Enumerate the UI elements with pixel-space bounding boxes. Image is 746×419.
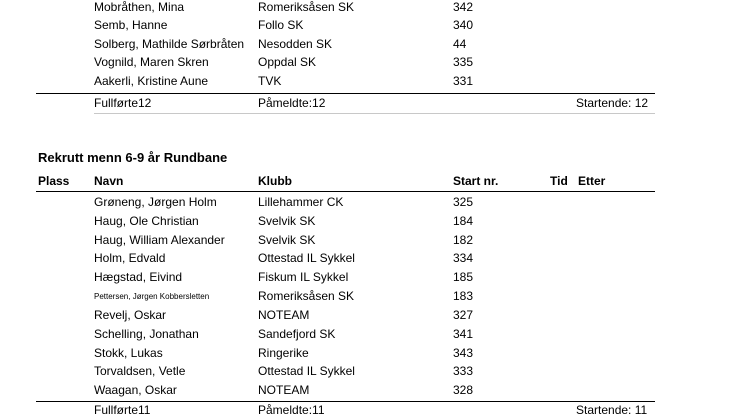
rider-name: Mobråthen, Mina xyxy=(94,0,185,14)
table-row xyxy=(0,381,746,400)
rider-name: Torvaldsen, Vetle xyxy=(94,364,186,378)
rider-club: Svelvik SK xyxy=(258,214,316,228)
start-number: 342 xyxy=(453,0,474,14)
start-number: 335 xyxy=(453,55,474,69)
start-number: 182 xyxy=(453,233,474,247)
rider-club: Ottestad IL Sykkel xyxy=(258,251,355,265)
header-time: Tid xyxy=(550,174,568,188)
start-number: 331 xyxy=(453,74,474,88)
rider-name: Haug, Ole Christian xyxy=(94,214,199,228)
start-number: 340 xyxy=(453,18,474,32)
rider-name: Waagan, Oskar xyxy=(94,383,177,397)
rider-club: NOTEAM xyxy=(258,308,310,322)
rider-club: Ottestad IL Sykkel xyxy=(258,364,355,378)
table-row xyxy=(0,362,746,381)
start-number: 327 xyxy=(453,308,474,322)
rider-club: Fiskum IL Sykkel xyxy=(258,270,349,284)
header-start: Start nr. xyxy=(453,174,499,188)
start-number: 183 xyxy=(453,289,474,303)
table-row xyxy=(0,268,746,287)
header-place: Plass xyxy=(38,174,70,188)
table-row xyxy=(0,72,746,91)
start-number: 333 xyxy=(453,364,474,378)
start-number: 325 xyxy=(453,195,474,209)
rider-name: Hægstad, Eivind xyxy=(94,270,183,284)
rider-club: Sandefjord SK xyxy=(258,327,336,341)
registered-count: Påmeldte:11 xyxy=(258,403,325,417)
starters-count: Startende: 11 xyxy=(576,403,648,417)
start-number: 328 xyxy=(453,383,474,397)
start-number: 343 xyxy=(453,346,474,360)
table-row xyxy=(0,306,746,325)
rider-name: Vognild, Maren Skren xyxy=(94,55,209,69)
rider-club: Nesodden SK xyxy=(258,37,333,51)
rider-name: Solberg, Mathilde Sørbråten xyxy=(94,37,245,51)
rider-name: Semb, Hanne xyxy=(94,18,168,32)
table-row xyxy=(0,35,746,54)
header-after: Etter xyxy=(578,174,606,188)
start-number: 334 xyxy=(453,251,474,265)
header-club: Klubb xyxy=(258,174,292,188)
start-number: 44 xyxy=(453,37,467,51)
table-row xyxy=(0,212,746,231)
header-rule xyxy=(36,191,655,192)
rider-club: TVK xyxy=(258,74,282,88)
completed-count: Fullførte11 xyxy=(94,403,151,417)
start-number: 185 xyxy=(453,270,474,284)
completed-count: Fullførte12 xyxy=(94,96,152,110)
rider-name: Haug, William Alexander xyxy=(94,233,225,247)
table-row xyxy=(0,231,746,250)
starters-count: Startende: 12 xyxy=(576,96,649,110)
start-number: 341 xyxy=(453,327,474,341)
rider-name: Revelj, Oskar xyxy=(94,308,167,322)
registered-count: Påmeldte:12 xyxy=(258,96,326,110)
table-row xyxy=(0,193,746,212)
rider-club: Romeriksåsen SK xyxy=(258,0,355,14)
table-header xyxy=(0,172,746,191)
table-row xyxy=(0,16,746,35)
rider-name: Aakerli, Kristine Aune xyxy=(94,74,209,88)
rider-club: Lillehammer CK xyxy=(258,195,344,209)
table-row xyxy=(0,249,746,268)
section-title: Rekrutt menn 6-9 år Rundbane xyxy=(38,150,228,165)
section2-summary xyxy=(0,402,746,419)
table-row xyxy=(0,53,746,72)
start-number: 184 xyxy=(453,214,474,228)
rider-club: Oppdal SK xyxy=(258,55,317,69)
section1-summary xyxy=(0,94,746,113)
rider-name: Stokk, Lukas xyxy=(94,346,163,360)
rider-club: NOTEAM xyxy=(258,383,310,397)
rider-name: Schelling, Jonathan xyxy=(94,327,199,341)
table-row xyxy=(0,287,746,306)
rider-name: Grøneng, Jørgen Holm xyxy=(94,195,217,209)
table-row xyxy=(0,325,746,344)
rider-club: Ringerike xyxy=(258,346,309,360)
rider-club: Svelvik SK xyxy=(258,233,316,247)
table-row xyxy=(0,344,746,363)
rider-name: Pettersen, Jørgen Kobberslettеn xyxy=(94,292,210,301)
header-name: Navn xyxy=(94,174,124,188)
rider-club: Romeriksåsen SK xyxy=(258,289,355,303)
rider-name: Holm, Edvald xyxy=(94,251,166,265)
rider-club: Follo SK xyxy=(258,18,304,32)
table-row xyxy=(0,0,746,17)
summary-rule-bottom xyxy=(94,113,655,114)
